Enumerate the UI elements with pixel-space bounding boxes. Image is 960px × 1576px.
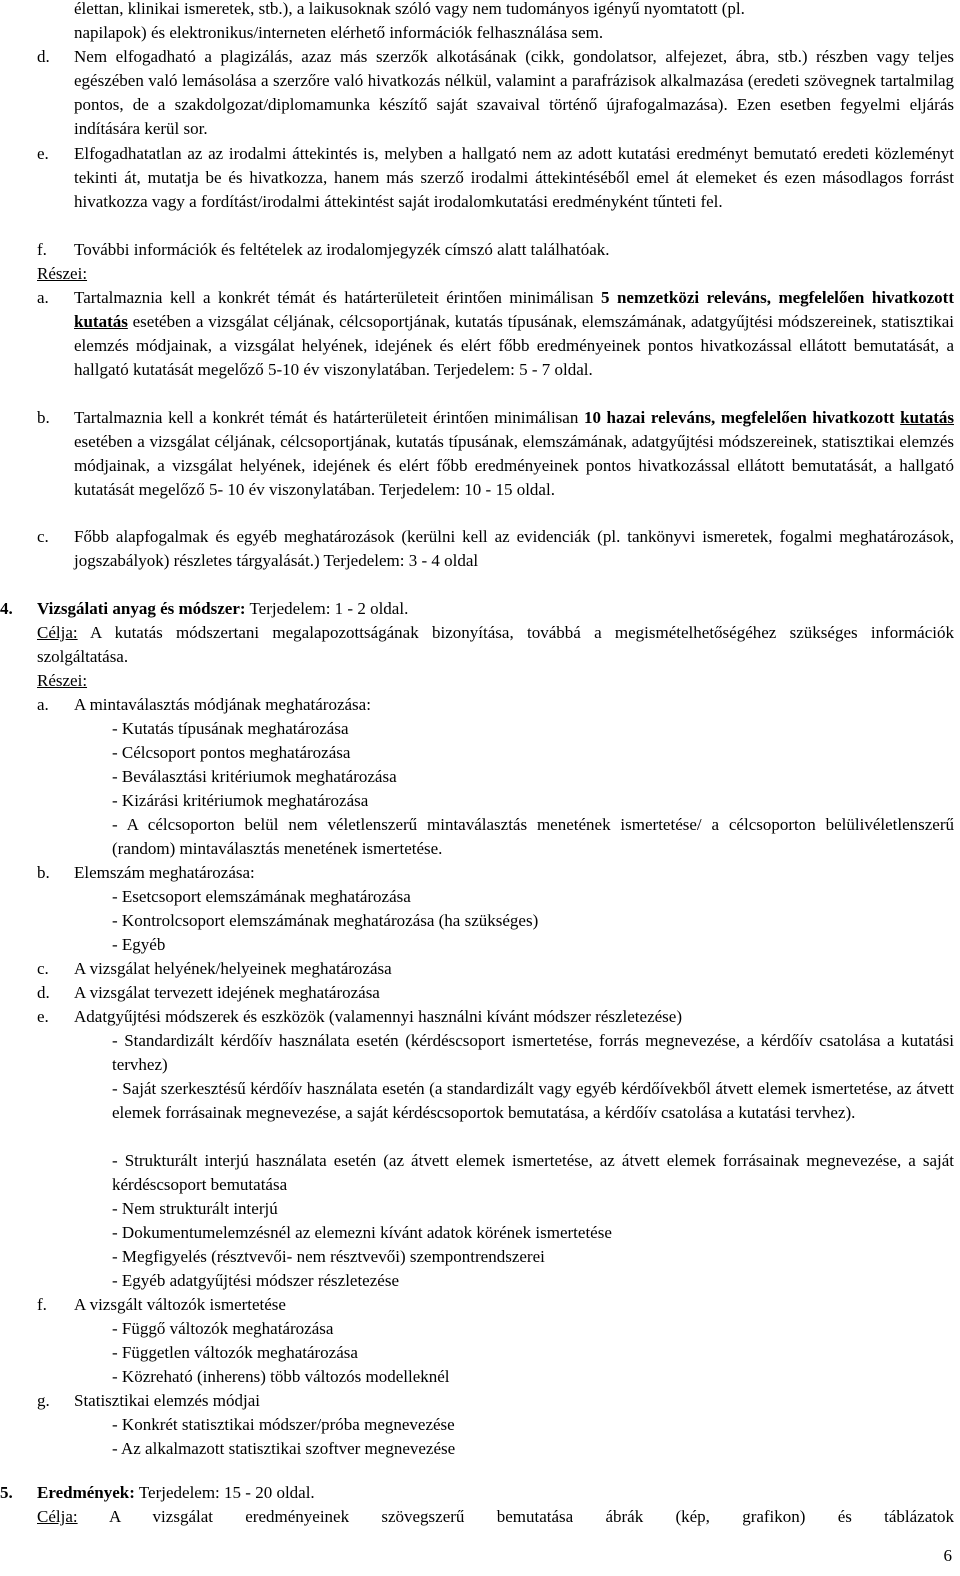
s4-e-sub-5: - Dokumentumelemzésnél az elemezni kívánt adatok körének ismertetése bbox=[112, 1223, 612, 1242]
part-a-bold: 5 nemzetközi releváns, megfelelően hivatkozott bbox=[600, 288, 955, 307]
s4-f-text: A vizsgált változók ismertetése bbox=[74, 1295, 286, 1314]
s4-g-marker: g. bbox=[37, 1391, 50, 1410]
s4-b-text: Elemszám meghatározása: bbox=[74, 863, 255, 882]
s4-b-marker: b. bbox=[37, 863, 50, 882]
s4-e-sub-3: - Strukturált interjú használata esetén (az átvett elemek ismertetése, az átvett elemek forrásainak megnevezése, a saját kérdéscsoport bemutatása bbox=[112, 1151, 954, 1194]
continuation-line-1: élettan, klinikai ismeretek, stb.), a laikusoknak szóló vagy nem tudományos igényű nyomtatott (pl. bbox=[74, 0, 745, 18]
s4-g-text: Statisztikai elemzés módjai bbox=[74, 1391, 261, 1410]
s4-c-text: A vizsgálat helyének/helyeinek meghatározása bbox=[74, 959, 392, 978]
s4-e-sub-4: - Nem strukturált interjú bbox=[112, 1199, 278, 1218]
section-4-number: 4. bbox=[0, 599, 13, 618]
s4-f-marker: f. bbox=[37, 1295, 47, 1314]
s4-f-sub-1: - Függő változók meghatározása bbox=[112, 1319, 334, 1338]
s4-d-text: A vizsgálat tervezett idejének meghatározása bbox=[74, 983, 380, 1002]
part-a-marker: a. bbox=[37, 288, 49, 307]
s4-a-text: A mintaválasztás módjának meghatározása: bbox=[74, 695, 371, 714]
section-4-celja bbox=[37, 621, 954, 669]
s4-e-sub-2: - Saját szerkesztésű kérdőív használata esetén (a standardizált vagy egyéb kérdőívekből átvett elemek ismertetése, az átvett elemek forrásainak megnevezése, a saját kérdéscsoportok bemutatása, a kérdőív csatolása a kutatási tervhez). bbox=[112, 1079, 954, 1122]
part-b-post: esetében a vizsgálat céljának, célcsoportjának, kutatás típusának, elemszámának, adatgyűjtési módszereinek, statisztikai elemzés módjainak, a vizsgálat helyének, idejének és elért főbb eredményeinek pontos hivatkozással ellátott bemutatását, a hallgató kutatását megelőző 5- 10 év viszonylatában. Terjedelem: 10 - 15 oldal. bbox=[74, 432, 954, 499]
reszei-heading-2 bbox=[37, 669, 87, 693]
s4-a-marker: a. bbox=[37, 695, 49, 714]
s4-a-sub-2: - Célcsoport pontos meghatározása bbox=[112, 743, 351, 762]
s4-e-sub-7: - Egyéb adatgyűjtési módszer részletezése bbox=[112, 1271, 399, 1290]
s4-f-sub-3: - Közreható (inherens) több változós modelleknél bbox=[112, 1367, 450, 1386]
rule-d-text: Nem elfogadható a plagizálás, azaz más szerzők alkotásának (cikk, gondolatsor, alfejezet, ábra, stb.) részben vagy teljes egészében való lemásolása a szerzőre való hivatkozás nélkül, valamint a parafrázisok alkalmazása (eredeti szövegnek tartalmilag pontos, de a szakdolgozat/diplomamunka készítő saját szavaival történő újrafogalmazása). Ezen esetben fegyelmi eljárás indítására kerül sor. bbox=[74, 47, 954, 138]
s4-c-marker: c. bbox=[37, 959, 49, 978]
s4-b-sub-3: - Egyéb bbox=[112, 935, 166, 954]
rule-e-marker: e. bbox=[37, 144, 49, 163]
s4-g-sub-1: - Konkrét statisztikai módszer/próba megnevezése bbox=[112, 1415, 455, 1434]
part-a-bold-underlined: kutatás bbox=[74, 312, 128, 331]
s4-b-sub-1: - Esetcsoport elemszámának meghatározása bbox=[112, 887, 411, 906]
section-5-title-line bbox=[37, 1481, 954, 1505]
section-5-celja-text: A vizsgálat eredményeinek szövegszerű bemutatása ábrák (kép, grafikon) és táblázatok bbox=[77, 1507, 954, 1526]
part-a-post: esetében a vizsgálat céljának, célcsoportjának, kutatás típusának, elemszámának, adatgyűjtési módszereinek, statisztikai elemzés módjainak, a vizsgálat helyének, idejének és elért főbb eredményeinek pontos hivatkozással ellátott bemutatását, a hallgató kutatását megelőző 5-10 év viszonylatában. Terjedelem: 5 - 7 oldal. bbox=[74, 312, 954, 379]
s4-a-sub-1: - Kutatás típusának meghatározása bbox=[112, 719, 349, 738]
section-5-celja-label: Célja: bbox=[37, 1507, 78, 1526]
rule-f-marker: f. bbox=[37, 240, 47, 259]
part-b-bold: 10 hazai releváns, megfelelően hivatkozott bbox=[583, 408, 901, 427]
section-5-celja bbox=[37, 1505, 954, 1529]
section-4-heading bbox=[0, 597, 13, 621]
reszei-label-1: Részei: bbox=[37, 264, 88, 283]
s4-a-sub-5: - A célcsoporton belül nem véletlenszerű mintaválasztás menetének ismertetése/ a célcsoporton belülivéletlenszerű (random) mintaválasztás menetének ismertetése. bbox=[112, 815, 954, 858]
page-number: 6 bbox=[943, 1546, 952, 1565]
reszei-heading-1 bbox=[37, 262, 87, 286]
rule-d-marker: d. bbox=[37, 47, 50, 66]
section-4-title-line bbox=[37, 597, 954, 621]
section-5-extent: Terjedelem: 15 - 20 oldal. bbox=[134, 1483, 315, 1502]
section-4-celja-text: A kutatás módszertani megalapozottságának bizonyítása, továbbá a megismételhetőségéhez szükséges információk szolgáltatása. bbox=[37, 623, 954, 666]
section-4-extent: Terjedelem: 1 - 2 oldal. bbox=[245, 599, 409, 618]
section-5-title: Eredmények: bbox=[37, 1483, 135, 1502]
part-c-marker: c. bbox=[37, 527, 49, 546]
s4-e-sub-1: - Standardizált kérdőív használata esetén (kérdéscsoport ismertetése, forrás megnevezése, a kérdőív csatolása a kutatási tervhez) bbox=[112, 1031, 954, 1074]
section-5-heading bbox=[0, 1481, 13, 1505]
section-5-number: 5. bbox=[0, 1483, 13, 1502]
reszei-label-2: Részei: bbox=[37, 671, 88, 690]
s4-d-marker: d. bbox=[37, 983, 50, 1002]
part-b-marker: b. bbox=[37, 408, 50, 427]
rule-e-text: Elfogadhatatlan az az irodalmi áttekintés is, melyben a hallgató nem az adott kutatási eredményt bemutató eredeti közleményt tekinti át, mutatja be és hivatkozza, hanem más szerző irodalmi áttekintéséből emel át elemeket és ezen másodlagos forrást hivatkozza vagy a fordítást/irodalmi áttekintést saját irodalomkutatási eredményként tűnteti fel. bbox=[74, 144, 954, 211]
s4-e-text: Adatgyűjtési módszerek és eszközök (valamennyi használni kívánt módszer részletezése) bbox=[74, 1007, 682, 1026]
section-4-title: Vizsgálati anyag és módszer: bbox=[37, 599, 246, 618]
s4-b-sub-2: - Kontrolcsoport elemszámának meghatározása (ha szükséges) bbox=[112, 911, 539, 930]
s4-e-marker: e. bbox=[37, 1007, 49, 1026]
rule-f-text: További információk és feltételek az irodalomjegyzék címszó alatt találhatóak. bbox=[74, 240, 610, 259]
part-b-pre: Tartalmaznia kell a konkrét témát és határterületeit érintően minimálisan bbox=[74, 408, 584, 427]
s4-a-sub-3: - Beválasztási kritériumok meghatározása bbox=[112, 767, 397, 786]
part-b-text bbox=[74, 406, 954, 502]
s4-a-sub-4: - Kizárási kritériumok meghatározása bbox=[112, 791, 369, 810]
s4-e-sub-6: - Megfigyelés (résztvevői- nem résztvevői) szempontrendszerei bbox=[112, 1247, 545, 1266]
part-c-text: Főbb alapfogalmak és egyéb meghatározások (kerülni kell az evidenciák (pl. tankönyvi ismeretek, fogalmi meghatározások, jogszabályok) részletes tárgyalását.) Terjedelem: 3 - 4 oldal bbox=[74, 527, 954, 570]
continuation-line-2: napilapok) és elektronikus/interneten elérhető információk felhasználása sem. bbox=[74, 23, 604, 42]
s4-g-sub-2: - Az alkalmazott statisztikai szoftver megnevezése bbox=[112, 1439, 456, 1458]
s4-f-sub-2: - Független változók meghatározása bbox=[112, 1343, 358, 1362]
part-a-pre: Tartalmaznia kell a konkrét témát és határterületeit érintően minimálisan bbox=[74, 288, 601, 307]
section-4-celja-label: Célja: bbox=[37, 623, 78, 642]
part-b-bold-underlined: kutatás bbox=[900, 408, 954, 427]
part-a-text bbox=[74, 286, 954, 382]
